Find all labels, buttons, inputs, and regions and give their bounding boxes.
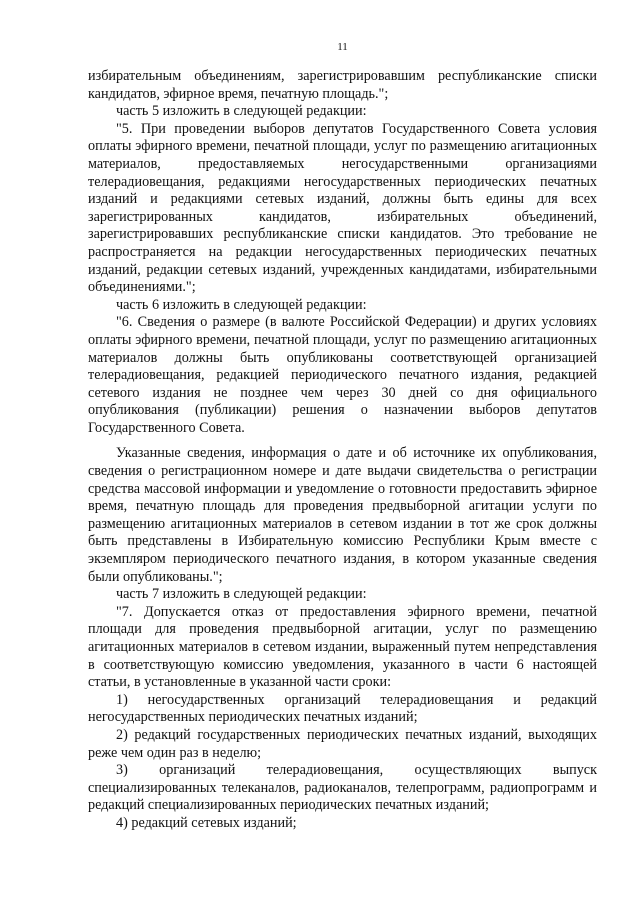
paragraph: "6. Сведения о размере (в валюте Российской Федерации) и других условиях оплаты эфирного времени, печатной площади, услуг по размещению агитационных материалов должны быть опубликованы соответствующей организацией телерадиовещания, редакцией периодического печатного издания, редакцией сетевого издания не позднее чем через 30 дней со дня официального опубликования (публикации) решения о назначении выборов депутатов Государственного Совета. xyxy=(88,314,597,436)
paragraph: часть 5 изложить в следующей редакции: xyxy=(116,103,367,120)
document-body xyxy=(88,68,597,833)
paragraph: "7. Допускается отказ от предоставления эфирного времени, печатной площади для проведения предвыборной агитации, услуг по размещению агитационных материалов в сетевом издании, выраженный путем непредставления в соответствующую комиссию уведомления, указанного в части 6 настоящей статьи, в установленные в указанной части сроки: xyxy=(88,603,597,691)
paragraph: 3) организаций телерадиовещания, осуществляющих выпуск специализированных телеканалов, радиоканалов, телепрограмм, радиопрограмм и редакций специализированных периодических печатных изданий; xyxy=(88,762,597,814)
paragraph: 1) негосударственных организаций телерадиовещания и редакций негосударственных периодических печатных изданий; xyxy=(88,691,597,726)
paragraph: 2) редакций государственных периодических печатных изданий, выходящих реже чем один раз в неделю; xyxy=(88,726,597,761)
paragraph: избирательным объединениям, зарегистрировавшим республиканские списки кандидатов, эфирное время, печатную площадь."; xyxy=(88,68,597,102)
paragraph: часть 7 изложить в следующей редакции: xyxy=(116,586,367,603)
page-number: 11 xyxy=(337,41,348,53)
paragraph: часть 6 изложить в следующей редакции: xyxy=(116,296,367,313)
paragraph: "5. При проведении выборов депутатов Государственного Совета условия оплаты эфирного времени, печатной площади, услуг по размещению агитационных материалов, предоставляемых негосударственными организациями телерадиовещания, редакциями негосударственных периодических печатных изданий и редакциями сетевых изданий, должны быть едины для всех зарегистрированных кандидатов, избирательных объединений, зарегистрировавших республиканские списки кандидатов. Это требование не распространяется на редакции негосударственных периодических печатных изданий, редакции сетевых изданий, учрежденных кандидатами, избирательными объединениями."; xyxy=(88,120,597,296)
document-page xyxy=(88,40,597,833)
paragraph: Указанные сведения, информация о дате и об источнике их опубликования, сведения о регистрационном номере и дате выдачи свидетельства о регистрации средства массовой информации и уведомление о готовности предоставить эфирное время, печатную площадь для проведения предвыборной агитации услуги по размещению агитационных материалов в сетевом издании в тот же срок должны быть представлены в Избирательную комиссию Республики Крым вместе с экземпляром периодического печатного издания, в котором указанные сведения были опубликованы."; xyxy=(88,445,597,585)
paragraph: 4) редакций сетевых изданий; xyxy=(116,814,297,831)
